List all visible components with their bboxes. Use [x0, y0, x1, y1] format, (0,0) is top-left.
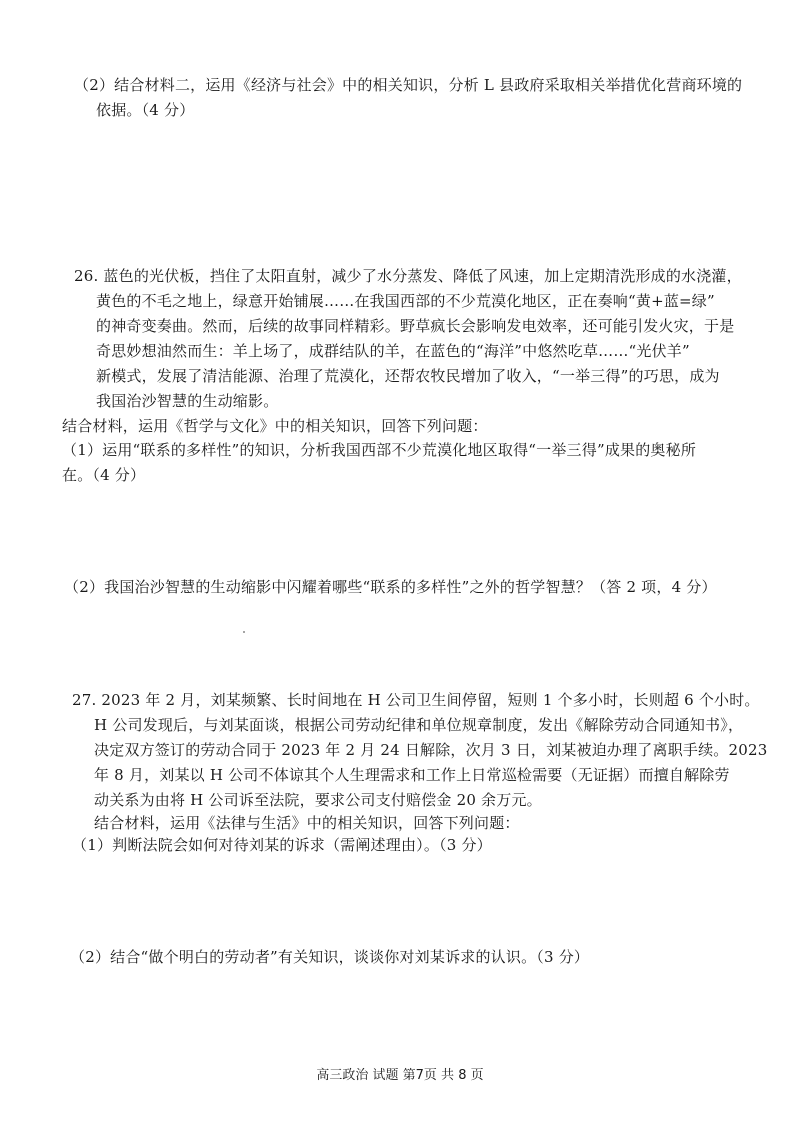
passage-line: 27. 2023 年 2 月，刘某频繁、长时间地在 H 公司卫生间停留，短则 1 个多小时，长则超 6 个小时。: [72, 691, 760, 709]
question-26-passage: [74, 264, 754, 414]
question-26-part-1: [62, 438, 742, 488]
instruction-text: 结合材料，运用《哲学与文化》中的相关知识，回答下列问题：: [62, 417, 488, 435]
question-27-part-1: [72, 833, 752, 858]
question-26-instruction: [62, 414, 742, 439]
passage-line: 我国治沙智慧的生动缩影。: [96, 392, 279, 410]
question-26-part-2: [64, 575, 744, 600]
passage-line: 奇思妙想油然而生：羊上场了，成群结队的羊，在蓝色的“海洋”中悠然吃草……“光伏羊”: [96, 342, 690, 360]
passage-line: 新模式，发展了清洁能源、治理了荒漠化，还帮农牧民增加了收入，“一举三得”的巧思，成为: [96, 367, 720, 385]
passage-line: 的神奇变奏曲。然而，后续的故事同样精彩。野草疯长会影响发电效率，还可能引发火灾，于是: [96, 317, 735, 335]
question-text-line: （1）判断法院会如何对待刘某的诉求（需阐述理由）。（3 分）: [72, 836, 492, 854]
question-25-part-2: [74, 73, 754, 123]
instruction-text: 结合材料，运用《法律与生活》中的相关知识，回答下列问题：: [94, 814, 520, 832]
question-text-line: 在。（4 分）: [62, 466, 146, 484]
question-27-part-2: [70, 945, 750, 970]
scan-speck: [243, 631, 245, 633]
passage-line: 黄色的不毛之地上，绿意开始铺展……在我国西部的不少荒漠化地区，正在奏响“黄+蓝=绿”: [96, 292, 715, 310]
question-text-line: （2）结合“做个明白的劳动者”有关知识，谈谈你对刘某诉求的认识。（3 分）: [70, 948, 590, 966]
question-text-line: 依据。（4 分）: [96, 101, 195, 119]
passage-line: 26. 蓝色的光伏板，挡住了太阳直射，减少了水分蒸发、降低了风速，加上定期清洗形成的水浇灌，: [74, 267, 742, 285]
passage-line: 决定双方签订的劳动合同于 2023 年 2 月 24 日解除，次月 3 日，刘某被迫办理了离职手续。2023: [94, 741, 768, 759]
passage-line: 动关系为由将 H 公司诉至法院，要求公司支付赔偿金 20 余万元。: [94, 791, 542, 809]
question-text-line: （2）结合材料二，运用《经济与社会》中的相关知识，分析 L 县政府采取相关举措优化营商环境的: [74, 76, 743, 94]
passage-line: 年 8 月，刘某以 H 公司不体谅其个人生理需求和工作上日常巡检需要（无证据）而擅自解除劳: [94, 766, 730, 784]
question-text-line: （1）运用“联系的多样性”的知识，分析我国西部不少荒漠化地区取得“一举三得”成果的奥秘所: [62, 441, 697, 459]
question-27-passage: [72, 688, 768, 813]
question-text-line: （2）我国治沙智慧的生动缩影中闪耀着哪些“联系的多样性”之外的哲学智慧？（答 2 项，4 分）: [64, 578, 717, 596]
passage-line: H 公司发现后，与刘某面谈，根据公司劳动纪律和单位规章制度，发出《解除劳动合同通知书》，: [94, 716, 744, 734]
page-footer: 高三政治 试题 第7页 共 8 页: [316, 1068, 484, 1083]
